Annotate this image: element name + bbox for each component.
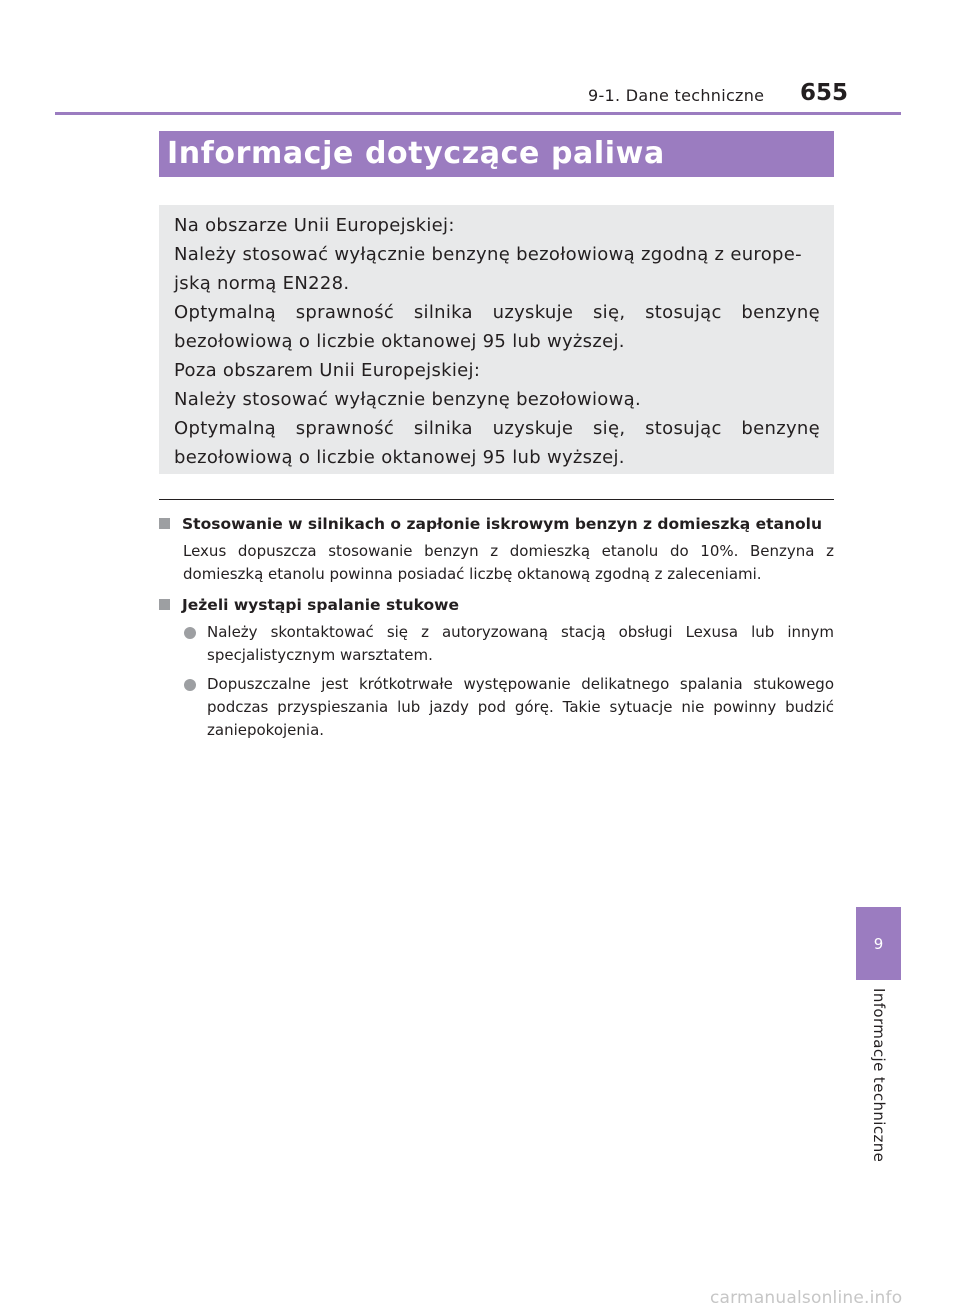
note-heading-text: Stosowanie w silnikach o zapłonie iskrowym benzyn z domieszką etanolu	[182, 515, 822, 533]
list-item	[183, 621, 834, 667]
fuel-box-paragraph: Na obszarze Unii Europejskiej:	[174, 215, 455, 236]
chapter-number: 9	[873, 935, 884, 953]
circle-bullet-icon	[184, 679, 196, 691]
square-bullet-icon	[159, 599, 170, 610]
fuel-box-paragraph: Poza obszarem Unii Europejskiej:	[174, 360, 481, 381]
fuel-requirements-box	[159, 205, 834, 474]
note-heading-ethanol	[159, 512, 834, 536]
fuel-box-paragraph: Należy stosować wyłącznie benzynę bezołowiową.	[174, 389, 641, 410]
chapter-label: Informacje techniczne	[870, 988, 888, 1163]
list-item	[183, 673, 834, 742]
fuel-box-paragraph: Optymalną sprawność silnika uzyskuje się, stosując benzynę bezołowiową o liczbie oktanowej 95 lub wyższej.	[174, 418, 820, 468]
notes-section	[159, 512, 834, 748]
header-rule	[55, 112, 901, 115]
note-heading-text: Jeżeli wystąpi spalanie stukowe	[182, 596, 460, 614]
watermark: carmanualsonline.info	[710, 1288, 903, 1308]
list-item-text: Należy skontaktować się z autoryzowaną stacją obsługi Lexusa lub innym specjalistycznym warsztatem.	[207, 623, 834, 664]
circle-bullet-icon	[184, 627, 196, 639]
fuel-box-paragraph: Należy stosować wyłącznie benzynę bezołowiową zgodną z europe- jską normą EN228.	[174, 244, 802, 294]
square-bullet-icon	[159, 518, 170, 529]
page-title: Informacje dotyczące paliwa	[159, 131, 834, 177]
section-divider	[159, 499, 834, 500]
note-heading-knocking	[159, 593, 834, 617]
fuel-box-paragraph: Optymalną sprawność silnika uzyskuje się, stosując benzynę bezołowiową o liczbie oktanowej 95 lub wyższej.	[174, 302, 820, 352]
chapter-tab	[856, 907, 901, 980]
page-number: 655	[800, 80, 849, 106]
note-body-ethanol: Lexus dopuszcza stosowanie benzyn z domieszką etanolu do 10%. Benzyna z domieszką etanolu powinna posiadać liczbę oktanową zgodną z zaleceniami.	[183, 542, 834, 583]
list-item-text: Dopuszczalne jest krótkotrwałe występowanie delikatnego spalania stukowego podczas przyspieszania lub jazdy pod górę. Takie sytuacje nie powinny budzić zaniepokojenia.	[207, 675, 834, 739]
section-title: 9-1. Dane techniczne	[588, 86, 765, 105]
